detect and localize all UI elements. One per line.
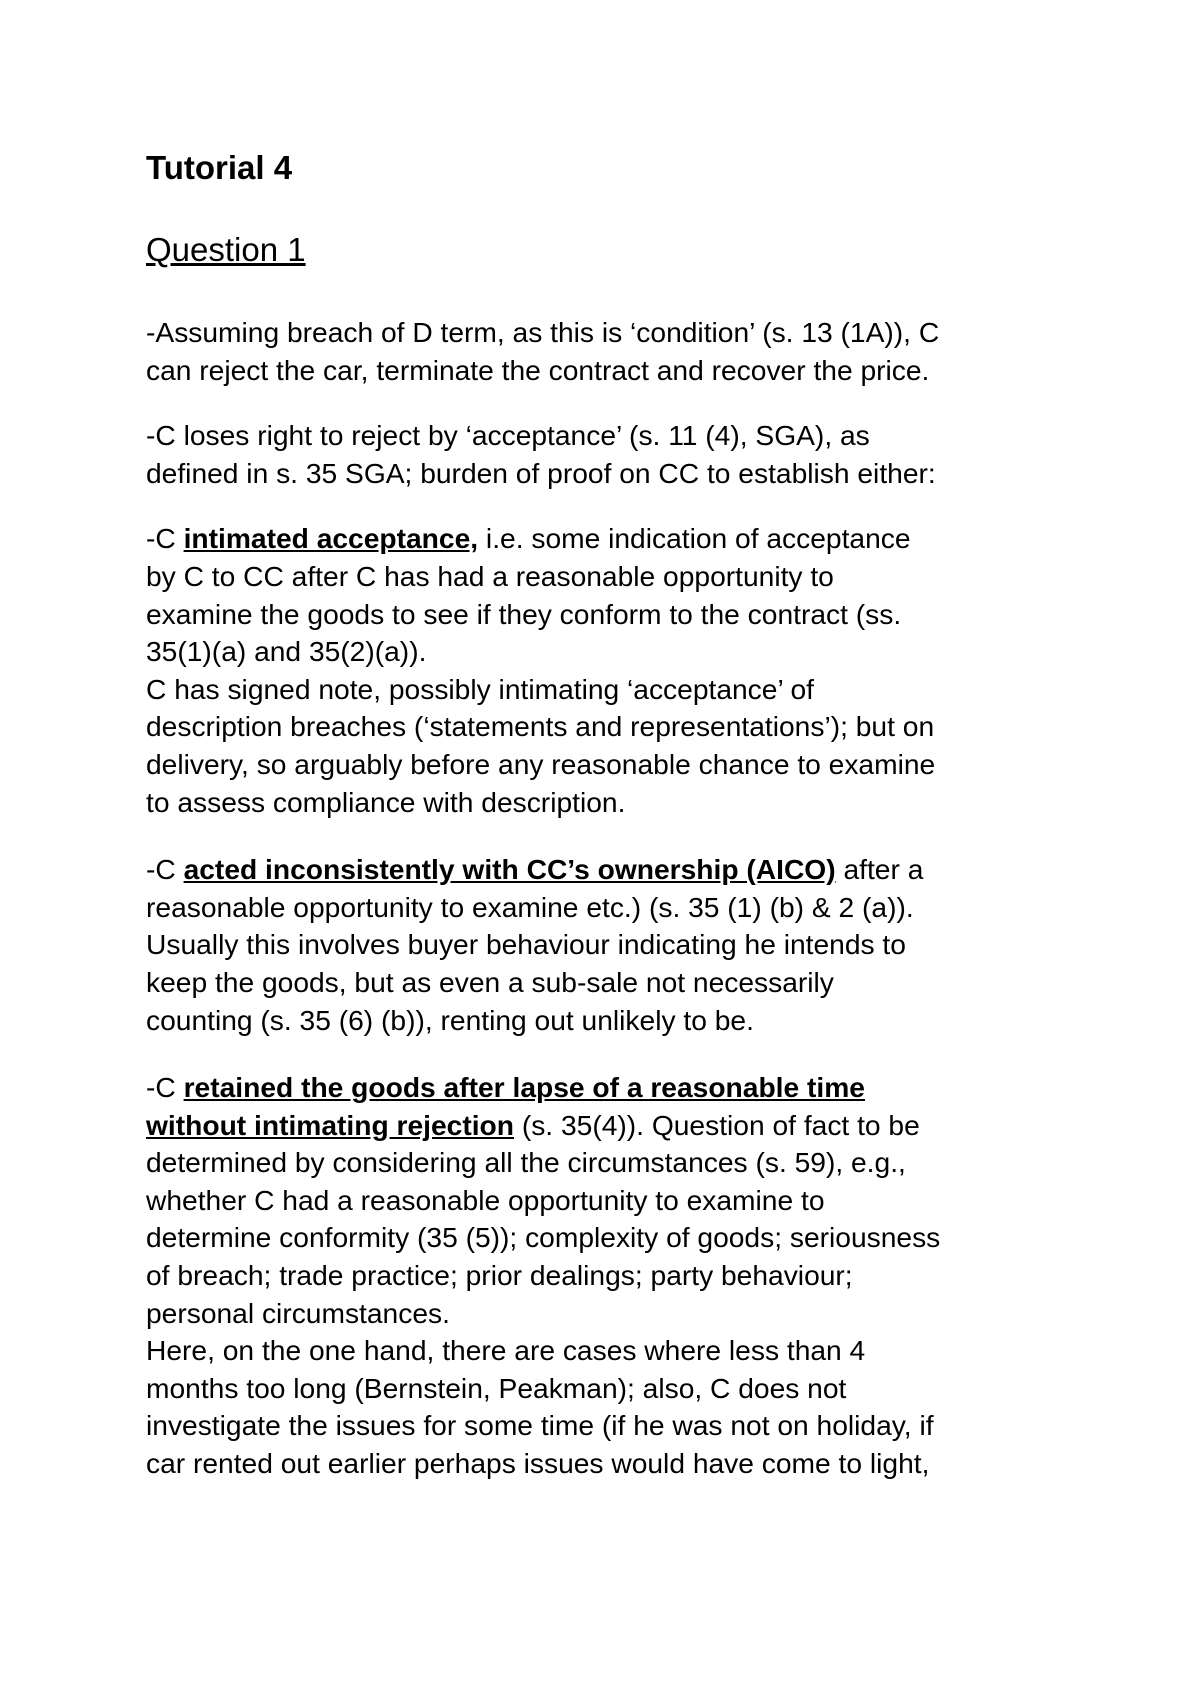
text-line: personal circumstances. xyxy=(146,1296,450,1329)
text-line: Usually this involves buyer behaviour indicating he intends to xyxy=(146,928,906,961)
text-fragment: (s. 35(4)). Question of fact to be xyxy=(514,1108,920,1141)
emphasis-term: retained the goods after lapse of a reasonable time xyxy=(183,1071,865,1104)
paragraph-retained-goods xyxy=(146,1069,1106,1332)
document-title: Tutorial 4 xyxy=(146,149,293,186)
text-line: 35(1)(a) and 35(2)(a)). xyxy=(146,635,427,668)
paragraph-breach-condition xyxy=(146,314,1106,389)
text-line: reasonable opportunity to examine etc.) (s. 35 (1) (b) & 2 (a)). xyxy=(146,890,914,923)
text-prefix: -C xyxy=(146,1071,184,1104)
text-line: investigate the issues for some time (if he was not on holiday, if xyxy=(146,1409,934,1442)
text-line xyxy=(146,1069,1106,1107)
text-line: Here, on the one hand, there are cases where less than 4 xyxy=(146,1334,866,1367)
text-line xyxy=(146,520,1106,558)
text-line: description breaches (‘statements and representations’); but on xyxy=(146,710,935,743)
paragraph-acceptance xyxy=(146,417,1106,492)
paragraph-intimated-acceptance xyxy=(146,520,1106,670)
text-line: by C to CC after C has had a reasonable opportunity to xyxy=(146,559,834,592)
text-line: C has signed note, possibly intimating ‘acceptance’ of xyxy=(146,672,815,705)
paragraph-signed-note xyxy=(146,671,1106,821)
text-line xyxy=(146,851,1106,889)
emphasis-term: intimated acceptance, xyxy=(183,522,479,555)
text-prefix: -C xyxy=(146,522,184,555)
paragraph-here-analysis xyxy=(146,1332,1106,1482)
emphasis-term: without intimating rejection xyxy=(146,1108,514,1141)
text-line: of breach; trade practice; prior dealings; party behaviour; xyxy=(146,1259,853,1292)
text-line: determine conformity (35 (5)); complexity of goods; seriousness xyxy=(146,1221,941,1254)
text-line: delivery, so arguably before any reasonable chance to examine xyxy=(146,747,936,780)
text-line: keep the goods, but as even a sub-sale not necessarily xyxy=(146,965,834,998)
question-heading: Question 1 xyxy=(146,231,306,268)
text-line: examine the goods to see if they conform to the contract (ss. xyxy=(146,597,902,630)
document-page xyxy=(146,148,1106,1483)
text-line: -Assuming breach of D term, as this is ‘condition’ (s. 13 (1A)), C xyxy=(146,316,940,348)
text-prefix: -C xyxy=(146,853,184,886)
text-line xyxy=(146,1107,1106,1145)
emphasis-term: acted inconsistently with CC’s ownership (AICO) xyxy=(183,853,836,886)
paragraph-aico xyxy=(146,851,1106,1039)
text-line: -C loses right to reject by ‘acceptance’ (s. 11 (4), SGA), as xyxy=(146,419,870,452)
text-line: can reject the car, terminate the contract and recover the price. xyxy=(146,353,930,386)
text-line: to assess compliance with description. xyxy=(146,785,626,818)
text-line: determined by considering all the circumstances (s. 59), e.g., xyxy=(146,1146,906,1179)
text-line: car rented out earlier perhaps issues would have come to light, xyxy=(146,1447,930,1480)
text-fragment: after a xyxy=(835,853,924,886)
text-line: months too long (Bernstein, Peakman); also, C does not xyxy=(146,1371,847,1404)
text-line: whether C had a reasonable opportunity to examine to xyxy=(146,1183,825,1216)
text-line: defined in s. 35 SGA; burden of proof on CC to establish either: xyxy=(146,456,936,489)
text-line: counting (s. 35 (6) (b)), renting out unlikely to be. xyxy=(146,1003,754,1036)
text-fragment: i.e. some indication of acceptance xyxy=(478,522,911,555)
